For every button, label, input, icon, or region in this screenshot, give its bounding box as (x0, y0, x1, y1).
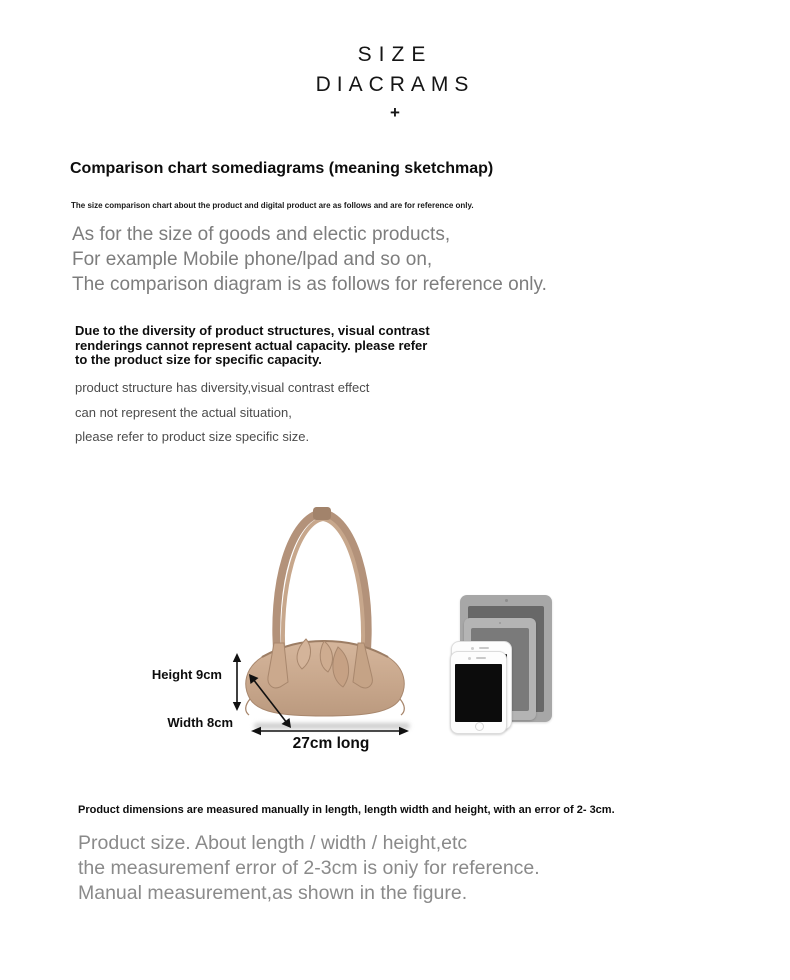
tablet-camera-dot (505, 599, 508, 602)
tablet-camera-dot (499, 622, 502, 625)
intro-paragraph (72, 222, 547, 297)
intro-line: The comparison diagram is as follows for reference only. (72, 274, 547, 295)
size-comparison-figure (0, 495, 790, 795)
page-title-size: SIZE (357, 43, 433, 66)
phone-home-button (475, 722, 484, 731)
capacity-plain-note (75, 376, 369, 450)
measurement-note-gray (78, 831, 540, 906)
title-block (0, 40, 790, 126)
capacity-bold-line: to the product size for specific capacity. (75, 352, 322, 367)
intro-line: For example Mobile phone/lpad and so on, (72, 249, 433, 270)
capacity-bold-note (75, 324, 430, 368)
device-stack (450, 595, 558, 735)
phone-small-icon (450, 651, 507, 734)
measurement-gray-line: the measuremenf error of 2-3cm is oniy for reference. (78, 857, 540, 879)
phone-speaker (476, 657, 486, 659)
plus-icon: + (390, 103, 400, 122)
phone-speaker (479, 647, 489, 649)
phone-camera-dot (471, 647, 474, 650)
capacity-plain-line: product structure has diversity,visual contrast effect (75, 380, 370, 395)
measurement-gray-line: Manual measurement,as shown in the figure. (78, 882, 468, 904)
page-title-diagrams: DIACRAMS (315, 73, 475, 96)
capacity-bold-line: renderings cannot represent actual capacity. please refer (75, 337, 428, 353)
phone-camera-dot (468, 657, 471, 660)
comparison-subnote: The size comparison chart about the product and digital product are as follows and are for reference only. (71, 201, 474, 210)
capacity-plain-line: can not represent the actual situation, (75, 404, 292, 420)
measurement-gray-line: Product size. About length / width / height,etc (78, 832, 468, 854)
comparison-heading: Comparison chart somediagrams (meaning sketchmap) (70, 160, 494, 177)
height-dimension-label: Height 9cm (151, 667, 222, 682)
capacity-plain-line: please refer to product size specific size. (75, 429, 310, 444)
measurement-note-bold: Product dimensions are measured manually in length, length width and height, with an error of 2- 3cm. (78, 804, 615, 816)
capacity-bold-line: Due to the diversity of product structures, visual contrast (75, 323, 430, 338)
length-dimension-label: 27cm long (292, 735, 370, 752)
width-dimension-label: Width 8cm (167, 715, 233, 730)
phone-small-screen (455, 664, 502, 722)
intro-line: As for the size of goods and electic products, (72, 224, 451, 245)
